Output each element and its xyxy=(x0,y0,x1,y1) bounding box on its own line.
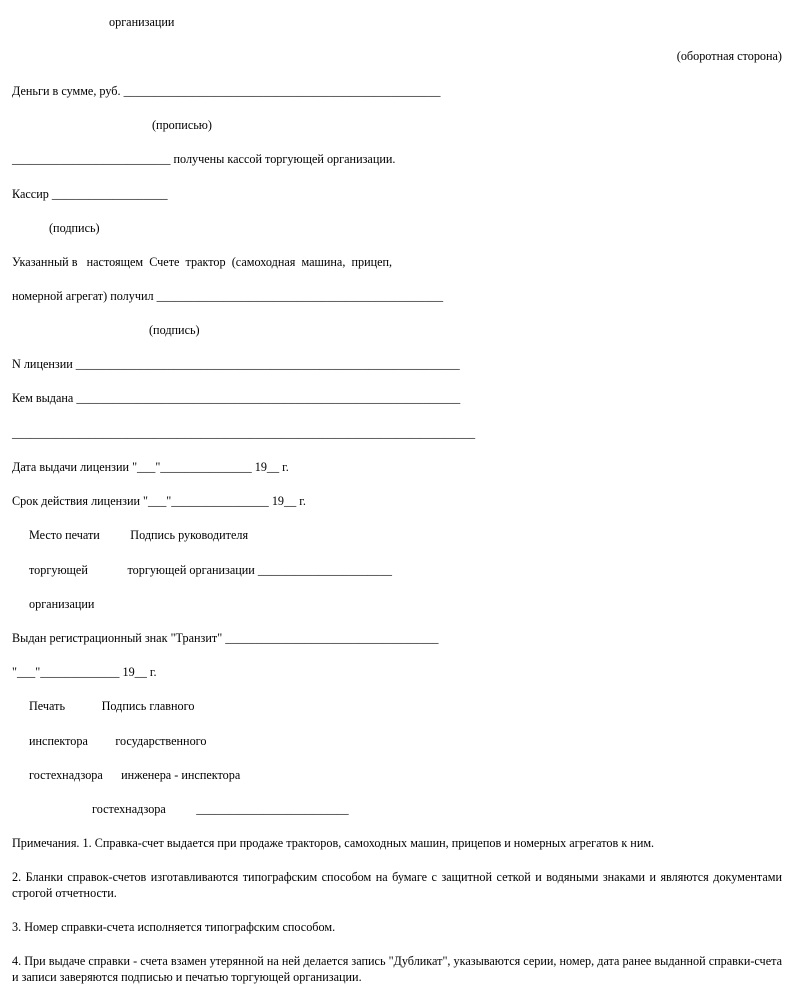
blank-line-field: ____________________________________________________________________________ xyxy=(12,426,476,440)
cashier-field: Кассир ___________________ xyxy=(12,187,168,201)
reverse-side-label: (оборотная сторона) xyxy=(676,49,782,63)
license-term-field: Срок действия лицензии "___"________________ 19__ г. xyxy=(12,494,306,508)
tractor-line-2: номерной агрегат) получил _______________________________________________ xyxy=(12,289,444,303)
money-sum-field: Деньги в сумме, руб. ____________________________________________________ xyxy=(12,84,441,98)
transit-sign-field: Выдан регистрационный знак "Транзит" ___________________________________ xyxy=(12,631,439,645)
in-words-label: (прописью) xyxy=(152,118,212,132)
license-date-field: Дата выдачи лицензии "___"_______________ 19__ г. xyxy=(12,460,289,474)
license-number-field: N лицензии _______________________________________________________________ xyxy=(12,357,460,371)
stamp-label: Печать Подпись главного xyxy=(29,699,195,713)
org-top-label: организации xyxy=(109,15,175,29)
tractor-line-1: Указанный в настоящем Счете трактор (самоходная машина, прицеп, xyxy=(12,255,393,269)
note-1: Примечания. 1. Справка-счет выдается при продаже тракторов, самоходных машин, прицепов и номерных агрегатов к ним. xyxy=(12,836,655,850)
gostekhnadzor-label: гостехнадзора инженера - инспектора xyxy=(29,768,241,782)
transit-date-field: "___"_____________ 19__ г. xyxy=(12,665,157,679)
org-seal-label: организации xyxy=(29,597,95,611)
note-4: 4. При выдаче справки - счета взамен утерянной на ней делается запись "Дубликат", указываются серии, номер, дата ранее выданной справки-счета и записи заверяются подписью и печатью торгующей организации. xyxy=(12,954,782,984)
gostekhnadzor-signature-field: гостехнадзора _________________________ xyxy=(92,802,349,816)
note-2: 2. Бланки справок-счетов изготавливаются типографским способом на бумаге с защитной сеткой и водяными знаками и являются документами строгой отчетности. xyxy=(12,870,782,900)
trading-org-signature-field: торгующей торгующей организации ______________________ xyxy=(29,563,392,577)
signature-label-2: (подпись) xyxy=(149,323,200,337)
issued-by-field: Кем выдана _______________________________________________________________ xyxy=(12,391,461,405)
inspector-label: инспектора государственного xyxy=(29,734,207,748)
seal-place-label: Место печати Подпись руководителя xyxy=(29,528,249,542)
signature-label-1: (подпись) xyxy=(49,221,100,235)
received-cash-field: __________________________ получены кассой торгующей организации. xyxy=(12,152,396,166)
note-3: 3. Номер справки-счета исполняется типографским способом. xyxy=(12,920,336,934)
